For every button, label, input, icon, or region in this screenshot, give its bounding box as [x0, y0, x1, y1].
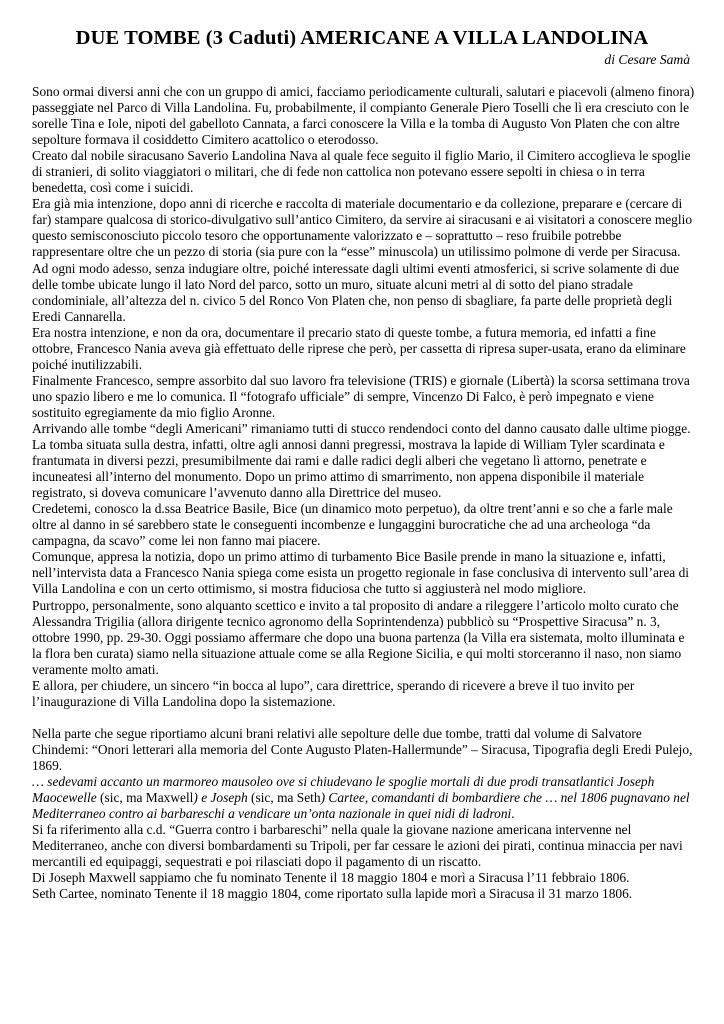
- paragraph: Purtroppo, personalmente, sono alquanto scettico e invito a tal proposito di andare a rileggere l’articolo molto curato che Alessandra Trigilia (allora dirigente tecnico agronomo della Soprintendenza) pubblicò su “Prospettive Siracusa” n. 3, ottobre 1990, pp. 29-30. Oggi possiamo affermare che dopo una buona partenza (la Villa era sistemata, molto illuminata e la flora ben curata) siamo nella situazione attuale come se alla Regione Sicilia, e qui molti storceranno il naso, non siamo veramente molto amati.: [32, 597, 685, 677]
- source-intro: Nella parte che segue riportiamo alcuni brani relativi alle sepolture delle due tombe, tratti dal volume di Salvatore Chindemi: “Onori letterari alla memoria del Conte Augusto Platen-Hallermunde” – Siracusa, Tipografia degli Eredi Pulejo, 1869.: [32, 725, 693, 773]
- quote-part: … sedevami accanto un marmoreo mausoleo ove si chiudevano le spoglie mortali di due prodi transatlantici Joseph Maocewelle: [32, 773, 655, 806]
- paragraph: Arrivando alle tombe “degli Americani” rimaniamo tutti di stucco rendendoci conto del danno causato dalle ultime piogge. La tomba situata sulla destra, infatti, oltre agli annosi danni pregressi, mostrava la lapide di William Tyler scardinata e frantumata in diversi pezzi, presumibilmente dai rami e dalle radici degli alberi che vegetano lì attorno, penetrate e incuneatesi all’interno del monumento. Dopo un primo attimo di smarrimento, non appena disponibile il materiale registrato, si doveva comunicare l’avvenuto danno alla Direttrice del museo.: [32, 420, 691, 501]
- page-title: DUE TOMBE (3 Caduti) AMERICANE A VILLA LANDOLINA: [75, 27, 649, 49]
- paragraph: E allora, per chiudere, un sincero “in bocca al lupo”, cara direttrice, sperando di ricevere a breve il tuo invito per l’inaugurazione di Villa Landolina dopo la sistemazione.: [32, 677, 635, 709]
- article-body: [32, 84, 696, 902]
- paragraph: Seth Cartee, nominato Tenente il 18 maggio 1804, come riportato sulla lapide morì a Siracusa il 31 marzo 1806.: [32, 886, 633, 902]
- quote-note: (sic, ma Maxwell: [96, 790, 194, 806]
- paragraph: Si fa riferimento alla c.d. “Guerra contro i barbareschi” nella quale la giovane nazione americana intervenne nel Mediterraneo, anche con diversi bombardamenti su Tripoli, per far cessare le azioni dei pirati, continua minaccia per navi mercantili ed equipaggi, sequestrati e poi rilasciati dopo il pagamento di un riscatto.: [32, 822, 683, 870]
- quote-part: ) e Joseph: [193, 790, 248, 806]
- quote-part: ) Cartee, comandanti di bombardiere che … nel 1806 pugnavano nel Mediterraneo contro ai barbareschi a vendicare un’onta nazionale in quei nidi di ladroni: [32, 790, 690, 822]
- paragraph: Sono ormai diversi anni che con un gruppo di amici, facciamo periodicamente culturali, salutari e piacevoli (almeno finora) passeggiate nel Parco di Villa Landolina. Fu, probabilmente, il compianto Generale Piero Toselli che lì era cresciuto con le sorelle Tina e Iole, nipoti del gabelloto Cannata, a farci conoscere la Villa e la tomba di Augusto Von Platen che con altre sepolture formava il cosiddetto Cimitero acattolico o eterodosso.: [32, 84, 695, 148]
- paragraph: Di Joseph Maxwell sappiamo che fu nominato Tenente il 18 maggio 1804 e morì a Siracusa l’11 febbraio 1806.: [32, 870, 630, 886]
- paragraph: Creato dal nobile siracusano Saverio Landolina Nava al quale fece seguito il figlio Mario, il Cimitero accoglieva le spoglie di stranieri, di solito viaggiatori o militari, che di fede non cattolica non potevano essere sepolti in chiesa o in terra benedetta, così come i suicidi.: [32, 148, 691, 196]
- section-spacer: [32, 710, 696, 726]
- paragraph: Era nostra intenzione, e non da ora, documentare il precario stato di queste tombe, a futura memoria, ed infatti a fine ottobre, Francesco Nania aveva già effettuato delle riprese che però, per cassetta di ripresa super-usata, erano da eliminare poiché inutilizzabili.: [32, 324, 686, 372]
- paragraph: Era già mia intenzione, dopo anni di ricerche e raccolta di materiale documentario e da collezione, preparare e (cercare di far) stampare qualcosa di storico-divulgativo sull’antico Cimitero, da servire ai siracusani e ai visitatori a conoscere meglio questo semisconosciuto piccolo tesoro che opportunamente valorizzato e – soprattutto – reso fruibile potrebbe rappresentare oltre che un pezzo di storia (sia pure con la “esse” minuscola) un utilissimo polmone di verde per Siracusa.: [32, 196, 693, 260]
- quote-note: (sic, ma Seth: [247, 790, 321, 806]
- paragraph: Credetemi, conosco la d.ssa Beatrice Basile, Bice (un dinamico moto perpetuo), da oltre trent’anni e so che a farle male oltre al danno in sé sarebbero state le conseguenti incombenze e lungaggini burocratiche che ad una archeologa “da campagna, da scavo” come lei non fanno mai piacere.: [32, 501, 673, 549]
- paragraph: Finalmente Francesco, sempre assorbito dal suo lavoro fra televisione (TRIS) e giornale (Libertà) la scorsa settimana trova uno spazio libero e me lo comunica. Il “fotografo ufficiale” di sempre, Vincenzo Di Falco, è però impegnato e viene sostituito egregiamente da mio figlio Aronne.: [32, 372, 690, 420]
- paragraph: Ad ogni modo adesso, senza indugiare oltre, poiché interessate dagli ultimi eventi atmosferici, si scrive solamente di due delle tombe ubicate lungo il lato Nord del parco, sotto un muro, situate alcuni metri al di sotto del piano stradale condominiale, all’altezza del n. civico 5 del Ronco Von Platen che, non penso di sbagliare, fa parte delle proprietà degli Eredi Cannarella.: [32, 260, 680, 324]
- quotation: [32, 774, 696, 822]
- author-byline: di Cesare Samà: [604, 52, 690, 67]
- quote-end: .: [511, 806, 515, 822]
- paragraph: Comunque, appresa la notizia, dopo un primo attimo di turbamento Bice Basile prende in mano la situazione e, infatti, nell’intervista data a Francesco Nania spiega come esista un progetto regionale in fase conclusiva di intervento sull’area di Villa Landolina e con un certo ottimismo, si mostra fiduciosa che tutto si aggiusterà nel modo migliore.: [32, 549, 690, 597]
